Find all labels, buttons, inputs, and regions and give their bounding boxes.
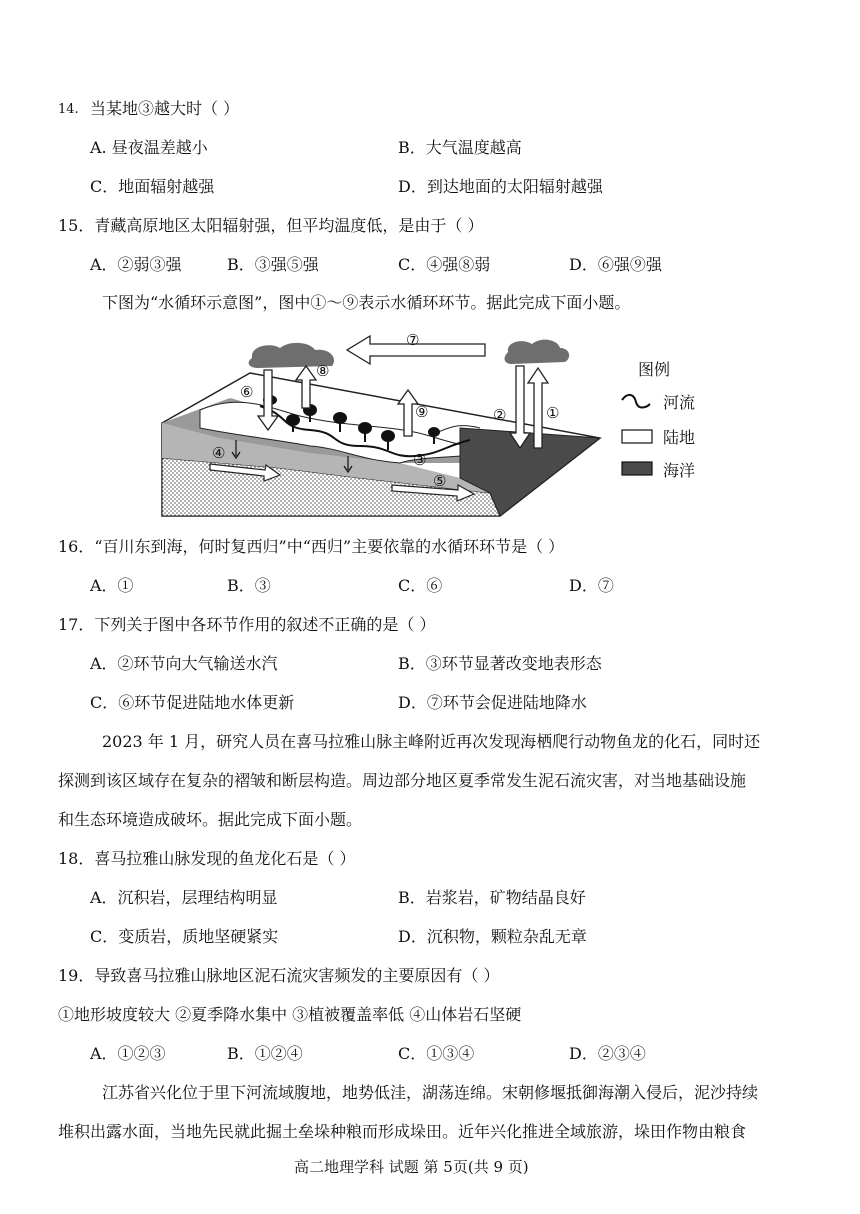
legend-land: 陆地 [663, 428, 696, 447]
q17-option-d[interactable]: D．⑦环节会促进陆地降水 [398, 693, 587, 712]
q19-option-c[interactable]: C．①③④ [398, 1044, 475, 1063]
question-14-stem: 当某地③越大时（ ） [90, 99, 240, 118]
q14-option-c[interactable]: C．地面辐射越强 [90, 177, 215, 196]
q18-option-a[interactable]: A．沉积岩，层理结构明显 [90, 888, 278, 907]
question-18-stem: 18．喜马拉雅山脉发现的鱼龙化石是（ ） [58, 849, 356, 868]
water-cycle-intro: 下图为“水循环示意图”，图中①～⑨表示水循环环节。据此完成下面小题。 [102, 293, 631, 312]
q17-option-b[interactable]: B．③环节显著改变地表形态 [398, 654, 602, 673]
q16-option-c[interactable]: C．⑥ [398, 576, 443, 595]
legend-ocean: 海洋 [663, 461, 696, 480]
label-3: ③ [413, 451, 427, 469]
q17-option-a[interactable]: A．②环节向大气输送水汽 [90, 654, 278, 673]
label-7: ⑦ [406, 331, 420, 349]
q16-option-b[interactable]: B．③ [227, 576, 271, 595]
q15-option-a[interactable]: A．②弱③强 [90, 255, 182, 274]
q16-option-a[interactable]: A．① [90, 576, 134, 595]
himalaya-intro-line-2: 探测到该区域存在复杂的褶皱和断层构造。周边部分地区夏季常发生泥石流灾害，对当地基础设施 [58, 771, 747, 790]
water-cycle-figure [160, 328, 720, 523]
xinghua-intro-line-1: 江苏省兴化位于里下河流域腹地，地势低洼，湖荡连绵。宋朝修堰抵御海潮入侵后，泥沙持续 [102, 1083, 759, 1102]
himalaya-intro-line-1: 2023 年 1 月，研究人员在喜马拉雅山脉主峰附近再次发现海栖爬行动物鱼龙的化石，同时还 [102, 732, 761, 751]
label-8: ⑧ [316, 362, 330, 380]
label-2: ② [493, 406, 507, 424]
label-9: ⑨ [415, 403, 429, 421]
question-19-stem: 19．导致喜马拉雅山脉地区泥石流灾害频发的主要原因有（ ） [58, 966, 500, 985]
q15-option-b[interactable]: B．③强⑤强 [227, 255, 319, 274]
figure-legend [622, 360, 695, 480]
question-16-stem: 16．“百川东到海，何时复西归”中“西归”主要依靠的水循环环节是（ ） [58, 537, 565, 556]
q14-option-a[interactable]: A. 昼夜温差越小 [90, 138, 208, 157]
q19-option-d[interactable]: D．②③④ [569, 1044, 646, 1063]
water-cycle-diagram [160, 328, 720, 523]
land-legend-icon [622, 430, 652, 443]
question-15-stem: 15．青藏高原地区太阳辐射强，但平均温度低，是由于（ ） [58, 216, 484, 235]
question-14-number: 14. [58, 102, 79, 117]
q18-option-c[interactable]: C．变质岩，质地坚硬紧实 [90, 927, 279, 946]
q16-option-d[interactable]: D．⑦ [569, 576, 614, 595]
page-footer: 高二地理学科 试题 第 5页(共 9 页) [294, 1158, 529, 1176]
q18-option-b[interactable]: B．岩浆岩，矿物结晶良好 [398, 888, 586, 907]
label-6: ⑥ [240, 383, 254, 401]
question-17-stem: 17．下列关于图中各环节作用的叙述不正确的是（ ） [58, 615, 436, 634]
question-19-items: ①地形坡度较大 ②夏季降水集中 ③植被覆盖率低 ④山体岩石坚硬 [58, 1005, 522, 1024]
q18-option-d[interactable]: D．沉积物，颗粒杂乱无章 [398, 927, 587, 946]
label-1: ① [546, 404, 560, 422]
q19-option-a[interactable]: A．①②③ [90, 1044, 166, 1063]
q19-option-b[interactable]: B．①②④ [227, 1044, 303, 1063]
legend-river: 河流 [663, 393, 696, 412]
q17-option-c[interactable]: C．⑥环节促进陆地水体更新 [90, 693, 295, 712]
q15-option-d[interactable]: D．⑥强⑨强 [569, 255, 662, 274]
q15-option-c[interactable]: C．④强⑧弱 [398, 255, 491, 274]
legend-title: 图例 [638, 360, 671, 379]
label-5: ⑤ [433, 472, 447, 490]
xinghua-intro-line-2: 堆积出露水面，当地先民就此掘土垒垛种粮而形成垛田。近年兴化推进全域旅游，垛田作物由粮食 [58, 1122, 747, 1141]
label-4: ④ [212, 444, 226, 462]
q14-option-d[interactable]: D．到达地面的太阳辐射越强 [398, 177, 603, 196]
q14-option-b[interactable]: B．大气温度越高 [398, 138, 522, 157]
ocean-legend-icon [622, 462, 652, 475]
himalaya-intro-line-3: 和生态环境造成破坏。据此完成下面小题。 [58, 810, 363, 829]
river-legend-icon [622, 395, 650, 408]
